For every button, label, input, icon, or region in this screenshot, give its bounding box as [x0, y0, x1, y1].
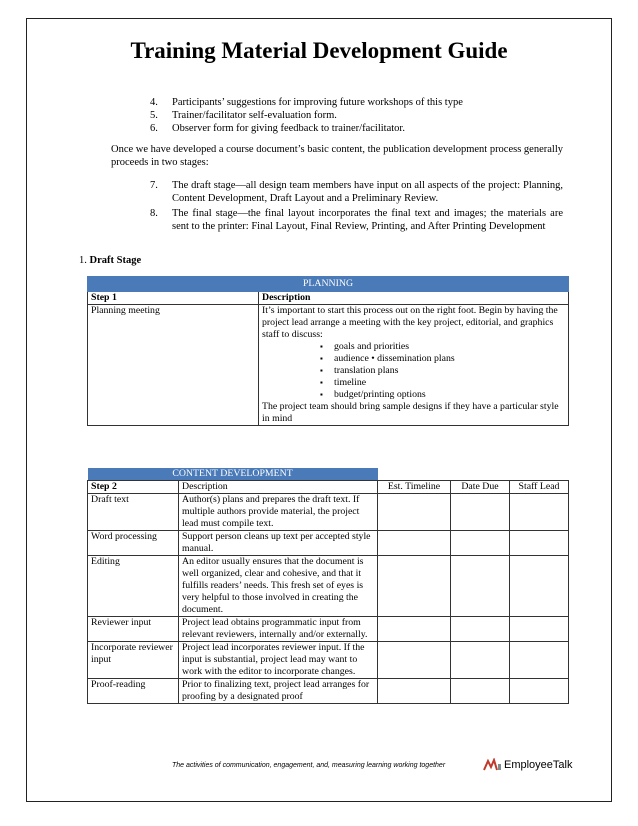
list-text: Trainer/facilitator self-evaluation form. — [172, 110, 337, 121]
employeetalk-logo — [482, 758, 572, 772]
description-cell: Support person cleans up text per accepted style manual. — [179, 531, 378, 556]
description-cell: Prior to finalizing text, project lead arranges for proofing by a designated proof — [179, 679, 378, 704]
description-intro: It’s important to start this process out on the right foot. Begin by having the project lead arrange a meeting with the key project, editorial, and graphics staff to discuss: — [262, 305, 558, 340]
empty-cell — [378, 556, 451, 617]
description-cell — [259, 305, 569, 426]
list-item — [150, 122, 570, 135]
section-label: Draft Stage — [89, 255, 142, 266]
table-row — [88, 617, 569, 642]
table-row — [88, 679, 569, 704]
list-item — [150, 109, 570, 122]
step-cell: Planning meeting — [88, 305, 259, 426]
empty-cell — [451, 531, 510, 556]
step-cell: Incorporate reviewer input — [88, 642, 179, 679]
column-header: Est. Timeline — [378, 481, 451, 494]
intro-paragraph: Once we have developed a course document’s basic content, the publication development process generally proceeds in two stages: — [111, 144, 563, 168]
planning-header: PLANNING — [88, 277, 569, 292]
bullet-item: ▪ goals and priorities — [320, 341, 565, 353]
empty-cell — [378, 494, 451, 531]
page-title: Training Material Development Guide — [130, 38, 508, 63]
planning-table — [87, 276, 569, 426]
description-outro: The project team should bring sample designs if they have a particular style in mind — [262, 401, 559, 424]
step-cell: Reviewer input — [88, 617, 179, 642]
footer-text: The activities of communication, engagement, and, measuring learning working together — [172, 762, 446, 769]
table-row — [88, 556, 569, 617]
content-header: CONTENT DEVELOPMENT — [88, 468, 378, 481]
empty-cell — [451, 494, 510, 531]
section-number: 1. — [79, 255, 87, 266]
header-spacer — [378, 468, 569, 481]
list-number: 6. — [150, 123, 158, 134]
description-cell: An editor usually ensures that the document is well organized, clear and cohesive, and that it fulfills readers’ needs. This fresh set of eyes is very helpful to those involved in creating the document. — [179, 556, 378, 617]
empty-cell — [451, 642, 510, 679]
column-header: Description — [179, 481, 378, 494]
empty-cell — [510, 617, 569, 642]
list-number: 8. — [150, 208, 158, 219]
column-header: Step 1 — [88, 292, 259, 305]
empty-cell — [378, 642, 451, 679]
empty-cell — [451, 617, 510, 642]
description-cell: Author(s) plans and prepares the draft text. If multiple authors provide material, the project lead must compile text. — [179, 494, 378, 531]
numbered-list-1 — [150, 96, 570, 135]
column-header: Date Due — [451, 481, 510, 494]
empty-cell — [378, 531, 451, 556]
column-header: Step 2 — [88, 481, 179, 494]
step-cell: Draft text — [88, 494, 179, 531]
bullet-list — [262, 341, 565, 401]
numbered-list-2 — [150, 179, 563, 233]
table-row — [88, 642, 569, 679]
logo-icon — [482, 758, 502, 772]
list-text: The final stage—the final layout incorporates the final text and images; the materials are sent to the printer: Final Layout, Final Review, Printing, and After Printing Development — [172, 208, 563, 232]
column-header: Staff Lead — [510, 481, 569, 494]
list-item — [150, 179, 563, 205]
description-cell: Project lead obtains programmatic input from relevant reviewers, internally and/or externally. — [179, 617, 378, 642]
table-row — [88, 494, 569, 531]
empty-cell — [451, 556, 510, 617]
list-text: Observer form for giving feedback to trainer/facilitator. — [172, 123, 405, 134]
list-text: Participants’ suggestions for improving future workshops of this type — [172, 97, 463, 108]
empty-cell — [510, 642, 569, 679]
empty-cell — [510, 556, 569, 617]
list-item — [150, 207, 563, 233]
bullet-item: ▪ translation plans — [320, 365, 565, 377]
empty-cell — [510, 679, 569, 704]
table-row — [88, 531, 569, 556]
column-header: Description — [259, 292, 569, 305]
step-cell: Proof-reading — [88, 679, 179, 704]
logo-text: EmployeeTalk — [504, 759, 573, 771]
content-development-table — [87, 468, 569, 704]
step-cell: Word processing — [88, 531, 179, 556]
empty-cell — [378, 679, 451, 704]
bullet-item: ▪ budget/printing options — [320, 389, 565, 401]
empty-cell — [510, 531, 569, 556]
step-cell: Editing — [88, 556, 179, 617]
empty-cell — [451, 679, 510, 704]
list-text: The draft stage—all design team members have input on all aspects of the project: Planning, Content Development, Draft Layout and a Preliminary Review. — [172, 180, 563, 204]
table-row — [88, 305, 569, 426]
section-heading — [79, 255, 141, 266]
bullet-item: ▪ timeline — [320, 377, 565, 389]
list-number: 4. — [150, 97, 158, 108]
description-cell: Project lead incorporates reviewer input. If the input is substantial, project lead may want to work with the editor to incorporate changes. — [179, 642, 378, 679]
list-number: 5. — [150, 110, 158, 121]
list-item — [150, 96, 570, 109]
list-number: 7. — [150, 180, 158, 191]
empty-cell — [510, 494, 569, 531]
empty-cell — [378, 617, 451, 642]
bullet-item: ▪ audience • dissemination plans — [320, 353, 565, 365]
